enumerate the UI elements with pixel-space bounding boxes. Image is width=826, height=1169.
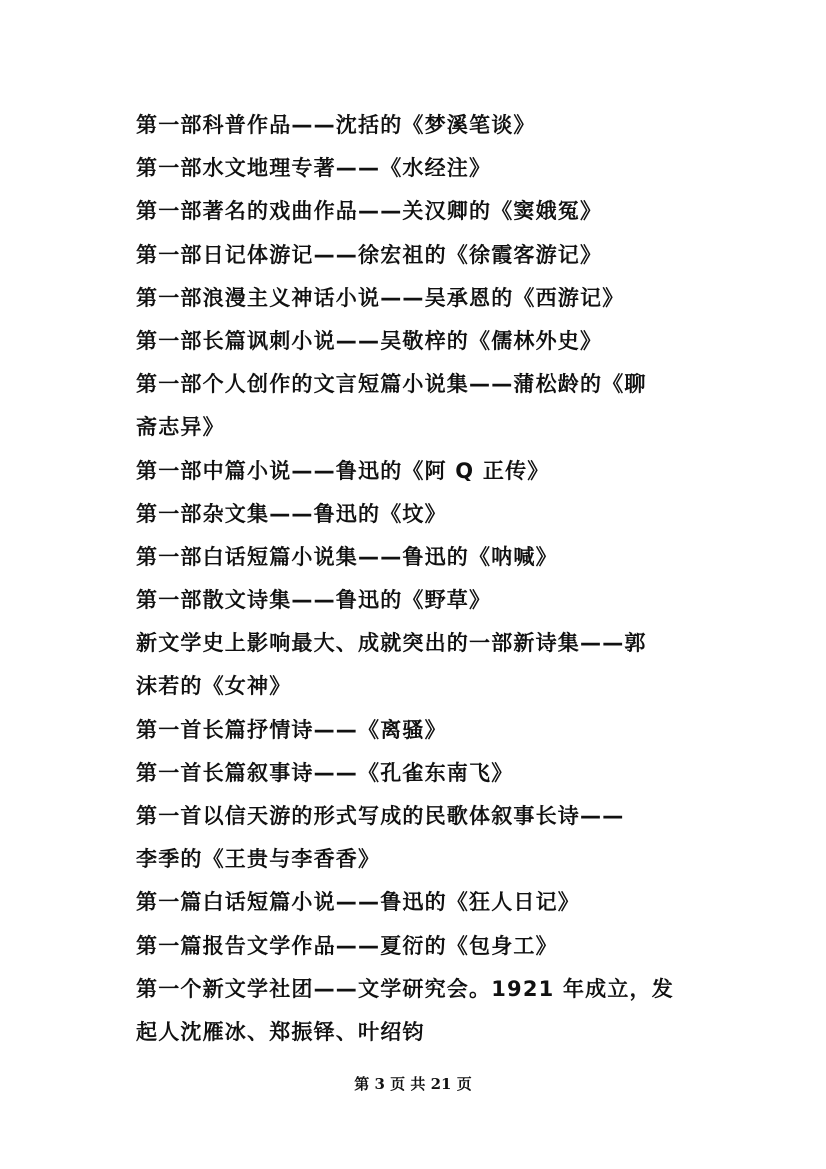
text-line: 起人沈雁冰、郑振铎、叶绍钧 [136, 1019, 425, 1044]
text-line: 第一部水文地理专著——《水经注》 [136, 156, 492, 181]
text-line: 第一首长篇叙事诗——《孔雀东南飞》 [136, 760, 514, 785]
text-line: 第一部长篇讽刺小说——吴敬梓的《儒林外史》 [136, 328, 603, 353]
text-line: 新文学史上影响最大、成就突出的一部新诗集——郭 [136, 631, 647, 656]
text-line: 第一部科普作品——沈括的《梦溪笔谈》 [136, 113, 536, 137]
text-line: 斋志异》 [136, 415, 225, 440]
text-line: 第一部白话短篇小说集——鲁迅的《呐喊》 [136, 544, 558, 569]
text-line: 第一个新文学社团——文学研究会。1921 年成立，发 [136, 976, 674, 1001]
text-line: 李季的《王贵与李香香》 [136, 847, 381, 872]
text-line: 沫若的《女神》 [136, 674, 292, 699]
page-number-footer: 第 3 页 共 21 页 [354, 1075, 472, 1093]
text-line: 第一部浪漫主义神话小说——吴承恩的《西游记》 [136, 285, 625, 310]
text-line: 第一部日记体游记——徐宏祖的《徐霞客游记》 [136, 242, 603, 267]
text-line: 第一首以信天游的形式写成的民歌体叙事长诗—— [136, 804, 625, 828]
text-line: 第一部个人创作的文言短篇小说集——蒲松龄的《聊 [136, 372, 647, 397]
text-line: 第一篇报告文学作品——夏衍的《包身工》 [136, 933, 558, 958]
text-line: 第一篇白话短篇小说——鲁迅的《狂人日记》 [136, 890, 580, 915]
document-body [136, 104, 696, 1054]
text-line: 第一部中篇小说——鲁迅的《阿 Q 正传》 [136, 458, 550, 483]
text-line: 第一部著名的戏曲作品——关汉卿的《窦娥冤》 [136, 199, 603, 224]
text-line: 第一首长篇抒情诗——《离骚》 [136, 717, 447, 742]
text-line: 第一部散文诗集——鲁迅的《野草》 [136, 588, 492, 613]
text-line: 第一部杂文集——鲁迅的《坟》 [136, 501, 447, 526]
